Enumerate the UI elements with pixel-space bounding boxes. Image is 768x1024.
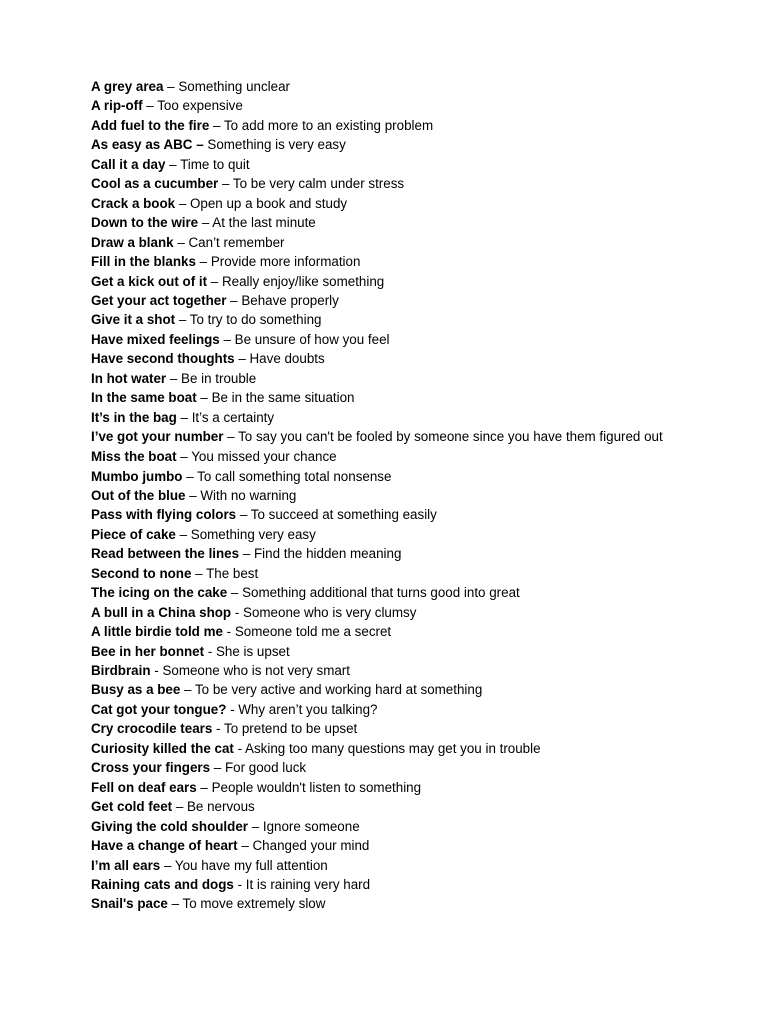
idiom-separator: –	[195, 254, 211, 270]
idiom-meaning: To be very calm under stress	[232, 176, 405, 192]
idiom-separator: –	[196, 390, 212, 406]
idiom-meaning: Something very easy	[190, 526, 316, 542]
idiom-meaning: Be nervous	[187, 799, 255, 815]
idiom-meaning: At the last minute	[212, 215, 316, 231]
idiom-phrase: Call it a day	[91, 156, 166, 172]
idiom-entry	[91, 661, 691, 680]
idiom-entry	[91, 135, 691, 154]
idiom-meaning: Time to quit	[180, 156, 250, 172]
idiom-entry	[91, 836, 691, 855]
idiom-meaning: Someone who is very clumsy	[243, 604, 417, 620]
idiom-entry	[91, 213, 691, 232]
idiom-separator: –	[218, 176, 233, 192]
idiom-entry	[91, 408, 691, 427]
idiom-entry	[91, 291, 691, 310]
idiom-meaning: With no warning	[200, 487, 297, 503]
idiom-meaning: Something additional that turns good into great	[242, 585, 520, 601]
idiom-entry	[91, 564, 691, 583]
idiom-separator: –	[237, 838, 253, 854]
idiom-separator: -	[233, 740, 246, 756]
idiom-separator: –	[210, 760, 225, 776]
idiom-separator: –	[209, 117, 224, 133]
idiom-entry	[91, 194, 691, 213]
idiom-phrase: Raining cats and dogs	[91, 877, 234, 893]
idiom-phrase: Fell on deaf ears	[91, 779, 197, 795]
idiom-separator: -	[150, 663, 163, 679]
idiom-meaning: Behave properly	[241, 292, 339, 308]
idiom-phrase: Busy as a bee	[91, 682, 181, 698]
idiom-separator: –	[226, 292, 242, 308]
idiom-phrase: Birdbrain	[91, 663, 151, 679]
idiom-phrase: Cool as a cucumber	[91, 176, 219, 192]
idiom-entry	[91, 369, 691, 388]
idiom-separator: -	[222, 624, 235, 640]
idiom-phrase: Add fuel to the fire	[91, 117, 210, 133]
idiom-entry	[91, 155, 691, 174]
idiom-meaning: Something unclear	[178, 79, 290, 94]
idiom-entry	[91, 388, 691, 407]
idiom-separator: –	[196, 779, 212, 795]
idiom-entry	[91, 797, 691, 816]
idiom-meaning: The best	[206, 565, 259, 581]
idiom-entry	[91, 77, 691, 96]
idiom-list	[91, 77, 691, 914]
idiom-meaning: Too expensive	[157, 98, 243, 114]
idiom-phrase: Cry crocodile tears	[91, 721, 213, 737]
idiom-meaning: Be in the same situation	[211, 390, 355, 406]
idiom-phrase: Bee in her bonnet	[91, 643, 205, 659]
idiom-meaning: Open up a book and study	[190, 195, 348, 211]
idiom-phrase: Give it a shot	[91, 312, 176, 328]
idiom-phrase: A grey area	[91, 79, 164, 94]
idiom-meaning: To be very active and working hard at something	[194, 682, 483, 698]
idiom-meaning: Ignore someone	[262, 818, 360, 834]
idiom-phrase: Have mixed feelings	[91, 331, 220, 347]
idiom-meaning: For good luck	[224, 760, 307, 776]
idiom-entry	[91, 330, 691, 349]
idiom-separator: –	[167, 896, 183, 912]
idiom-entry	[91, 96, 691, 115]
idiom-separator: –	[239, 546, 254, 562]
idiom-phrase: The icing on the cake	[91, 585, 228, 601]
idiom-separator: –	[173, 234, 189, 250]
idiom-meaning: Someone who is not very smart	[162, 663, 350, 679]
idiom-phrase: As easy as ABC –	[91, 137, 204, 153]
idiom-meaning: To add more to an existing problem	[223, 117, 434, 133]
idiom-phrase: Crack a book	[91, 195, 176, 211]
idiom-entry	[91, 447, 691, 466]
idiom-separator: –	[198, 215, 213, 231]
idiom-meaning: Provide more information	[210, 254, 361, 270]
idiom-meaning: Why aren’t you talking?	[238, 701, 378, 717]
idiom-meaning: It’s a certainty	[191, 409, 275, 425]
idiom-entry	[91, 525, 691, 544]
idiom-phrase: Get a kick out of it	[91, 273, 208, 289]
idiom-separator: -	[226, 701, 239, 717]
idiom-separator: –	[175, 312, 190, 328]
idiom-meaning: To say you can't be fooled by someone since you have them figured out	[238, 429, 663, 445]
idiom-phrase: In the same boat	[91, 390, 197, 406]
idiom-separator: –	[207, 273, 222, 289]
idiom-phrase: A bull in a China shop	[91, 604, 232, 620]
idiom-separator: –	[182, 468, 198, 484]
idiom-separator: –	[236, 507, 251, 523]
idiom-meaning: To succeed at something easily	[250, 507, 437, 523]
idiom-phrase: I’m all ears	[91, 857, 161, 873]
idiom-separator: –	[175, 195, 190, 211]
idiom-entry	[91, 116, 691, 135]
idiom-phrase: Get your act together	[91, 292, 227, 308]
idiom-entry	[91, 739, 691, 758]
idiom-separator: –	[175, 526, 191, 542]
idiom-meaning: Have doubts	[249, 351, 325, 367]
idiom-phrase: Piece of cake	[91, 526, 176, 542]
idiom-entry	[91, 778, 691, 797]
idiom-entry	[91, 427, 691, 447]
idiom-separator: –	[176, 449, 192, 465]
idiom-separator: –	[185, 487, 201, 503]
idiom-phrase: It’s in the bag	[91, 409, 177, 425]
idiom-entry	[91, 174, 691, 193]
idiom-entry	[91, 252, 691, 271]
idiom-meaning: Be in trouble	[181, 370, 257, 386]
idiom-separator: –	[160, 857, 175, 873]
idiom-separator: –	[191, 565, 207, 581]
idiom-meaning: Asking too many questions may get you in trouble	[245, 740, 541, 756]
idiom-phrase: Draw a blank	[91, 234, 174, 250]
idiom-separator: -	[204, 643, 216, 659]
idiom-phrase: In hot water	[91, 370, 167, 386]
idiom-meaning: Changed your mind	[252, 838, 370, 854]
idiom-phrase: Out of the blue	[91, 487, 186, 503]
idiom-phrase: Cat got your tongue?	[91, 701, 227, 717]
idiom-entry	[91, 700, 691, 719]
idiom-separator: –	[172, 799, 187, 815]
idiom-separator: –	[223, 429, 239, 445]
idiom-separator: –	[163, 79, 179, 94]
idiom-separator: –	[227, 585, 243, 601]
idiom-meaning: Can’t remember	[188, 234, 285, 250]
idiom-phrase: Get cold feet	[91, 799, 173, 815]
idiom-separator: -	[231, 604, 244, 620]
idiom-entry	[91, 817, 691, 836]
idiom-phrase: Pass with flying colors	[91, 507, 237, 523]
idiom-entry	[91, 875, 691, 894]
idiom-entry	[91, 719, 691, 738]
idiom-entry	[91, 349, 691, 368]
idiom-phrase: Fill in the blanks	[91, 254, 196, 270]
idiom-entry	[91, 233, 691, 252]
idiom-meaning: Find the hidden meaning	[253, 546, 402, 562]
idiom-phrase: Have second thoughts	[91, 351, 235, 367]
idiom-phrase: Miss the boat	[91, 449, 177, 465]
idiom-entry	[91, 583, 691, 602]
idiom-meaning: To move extremely slow	[182, 896, 326, 912]
idiom-phrase: A little birdie told me	[91, 624, 223, 640]
idiom-entry	[91, 856, 691, 875]
idiom-entry	[91, 603, 691, 622]
idiom-phrase: A rip-off	[91, 98, 143, 114]
idiom-entry	[91, 544, 691, 563]
idiom-meaning: She is upset	[216, 643, 290, 659]
idiom-separator: –	[165, 156, 181, 172]
idiom-separator: –	[180, 682, 195, 698]
idiom-phrase: Mumbo jumbo	[91, 468, 183, 484]
idiom-entry	[91, 505, 691, 524]
idiom-entry	[91, 310, 691, 329]
idiom-phrase: Cross your fingers	[91, 760, 211, 776]
idiom-meaning: Someone told me a secret	[234, 624, 392, 640]
idiom-phrase: Giving the cold shoulder	[91, 818, 248, 834]
idiom-meaning: Be unsure of how you feel	[234, 331, 390, 347]
idiom-separator: –	[219, 331, 235, 347]
idiom-phrase: Have a change of heart	[91, 838, 238, 854]
idiom-meaning: You missed your chance	[191, 449, 337, 465]
idiom-meaning: Really enjoy/like something	[221, 273, 385, 289]
idiom-phrase: Curiosity killed the cat	[91, 740, 234, 756]
idiom-meaning: To try to do something	[189, 312, 322, 328]
idiom-phrase: Second to none	[91, 565, 192, 581]
idiom-entry	[91, 467, 691, 486]
idiom-meaning: Something is very easy	[207, 137, 346, 153]
idiom-separator: -	[212, 721, 224, 737]
idiom-entry	[91, 680, 691, 699]
idiom-entry	[91, 642, 691, 661]
idiom-separator: –	[176, 409, 192, 425]
idiom-phrase: I’ve got your number	[91, 429, 224, 445]
idiom-meaning: You have my full attention	[174, 857, 328, 873]
idiom-separator: –	[166, 370, 182, 386]
idiom-entry	[91, 486, 691, 505]
idiom-entry	[91, 622, 691, 641]
idiom-meaning: To pretend to be upset	[224, 721, 358, 737]
idiom-meaning: It is raining very hard	[245, 877, 371, 893]
idiom-separator: -	[233, 877, 246, 893]
idiom-phrase: Read between the lines	[91, 546, 240, 562]
idiom-meaning: People wouldn't listen to something	[211, 779, 422, 795]
idiom-entry	[91, 272, 691, 291]
idiom-phrase: Snail's pace	[91, 896, 168, 912]
idiom-separator: –	[142, 98, 158, 114]
idiom-entry	[91, 894, 691, 913]
idiom-entry	[91, 758, 691, 777]
idiom-separator: –	[234, 351, 250, 367]
idiom-phrase: Down to the wire	[91, 215, 199, 231]
idiom-meaning: To call something total nonsense	[197, 468, 392, 484]
idiom-separator: –	[247, 818, 263, 834]
